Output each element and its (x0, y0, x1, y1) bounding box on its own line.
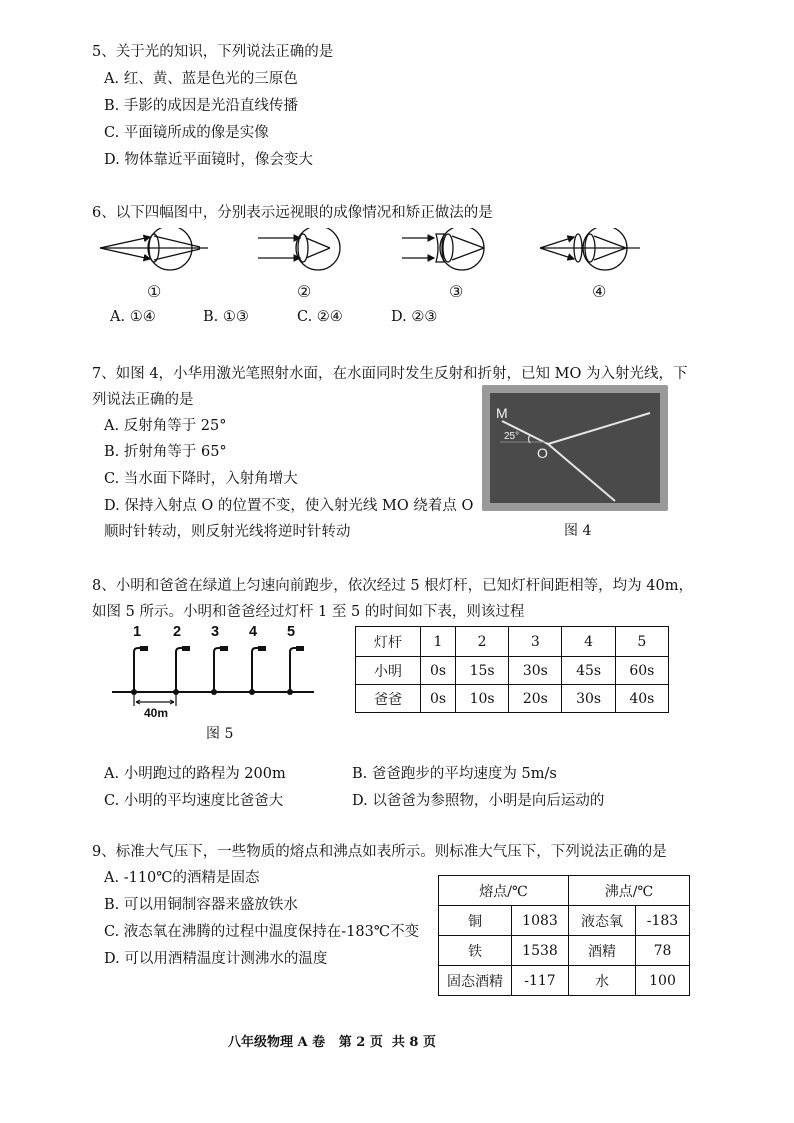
table-cell: 4 (562, 627, 615, 657)
table-cell: 40s (615, 685, 668, 713)
pole-number-1: 1 (133, 624, 142, 640)
q6-option-a: A. ①④ (110, 309, 156, 325)
table-cell: 酒精 (569, 936, 636, 966)
table-cell: 爸爸 (356, 685, 421, 713)
q7-option-a: A. 反射角等于 25° (104, 418, 227, 434)
table-cell: -183 (636, 906, 690, 936)
table-cell: 45s (562, 657, 615, 685)
q5-option-b: B. 手影的成因是光沿直线传播 (104, 98, 298, 114)
q7-option-d: D. 保持入射点 O 的位置不变，使入射光线 MO 绕着点 O (104, 498, 474, 514)
q7-option-d-continued: 顺时针转动，则反射光线将逆时针转动 (104, 524, 351, 540)
table-cell: 3 (509, 627, 562, 657)
table-row (439, 966, 690, 996)
figure-4-label-m: M (496, 405, 508, 421)
table-cell: 30s (562, 685, 615, 713)
table-cell: 5 (615, 627, 668, 657)
table-cell: 15s (456, 657, 509, 685)
table-cell: 固态酒精 (439, 966, 512, 996)
figure-5-caption: 图 5 (206, 726, 234, 742)
table-cell: 铜 (439, 906, 512, 936)
table-cell: 1083 (512, 906, 569, 936)
table-row (356, 685, 669, 713)
eye-diagram-2 (258, 228, 340, 270)
figure-4-angle-label: 25° (504, 431, 520, 442)
eye-diagram-4 (540, 228, 640, 270)
table-row (356, 657, 669, 685)
table-header-melting: 熔点/℃ (439, 876, 569, 906)
figure-4-caption: 图 4 (564, 523, 592, 539)
q6-fig-label-4: ④ (592, 282, 607, 301)
pole-number-4: 4 (249, 624, 258, 640)
q6-stem: 6、以下四幅图中，分别表示远视眼的成像情况和矫正做法的是 (92, 205, 493, 221)
q6-fig-label-2: ② (297, 282, 312, 301)
q5-option-a: A. 红、黄、蓝是色光的三原色 (104, 71, 298, 87)
figure-4-photo (482, 385, 668, 511)
table-cell: 2 (456, 627, 509, 657)
q9-option-a: A. -110℃的酒精是固态 (104, 870, 260, 886)
table-cell: 100 (636, 966, 690, 996)
table-cell: 小明 (356, 657, 421, 685)
q9-stem: 9、标准大气压下，一些物质的熔点和沸点如表所示。则标准大气压下，下列说法正确的是 (92, 844, 667, 860)
q7-stem-line2: 列说法正确的是 (92, 392, 194, 408)
q9-option-b: B. 可以用铜制容器来盛放铁水 (104, 897, 298, 913)
table-cell: 铁 (439, 936, 512, 966)
q6-option-b: B. ①③ (203, 309, 249, 325)
table-cell: 30s (509, 657, 562, 685)
table-cell: 60s (615, 657, 668, 685)
q8-option-a: A. 小明跑过的路程为 200m (104, 766, 286, 782)
eye-diagram-1 (100, 228, 208, 270)
q7-stem-line1: 7、如图 4，小华用激光笔照射水面，在水面同时发生反射和折射，已知 MO 为入射光线，下 (92, 366, 688, 382)
pole-number-3: 3 (211, 624, 220, 640)
table-row (439, 906, 690, 936)
table-cell: 1 (421, 627, 456, 657)
q8-option-c: C. 小明的平均速度比爸爸大 (104, 793, 284, 809)
q7-option-c: C. 当水面下降时，入射角增大 (104, 471, 298, 487)
q5-option-d: D. 物体靠近平面镜时，像会变大 (104, 152, 313, 168)
table-row (439, 936, 690, 966)
table-cell: 78 (636, 936, 690, 966)
table-cell: 20s (509, 685, 562, 713)
table-cell: 0s (421, 685, 456, 713)
q6-fig-label-1: ① (147, 282, 162, 301)
table-cell: 水 (569, 966, 636, 996)
table-cell: 10s (456, 685, 509, 713)
q5-option-c: C. 平面镜所成的像是实像 (104, 125, 269, 141)
q5-stem: 5、关于光的知识，下列说法正确的是 (92, 44, 334, 60)
table-row (356, 627, 669, 657)
q8-stem-line2: 如图 5 所示。小明和爸爸经过灯杆 1 至 5 的时间如下表，则该过程 (92, 604, 525, 620)
pole-number-2: 2 (173, 624, 182, 640)
q6-eye-diagrams (0, 228, 794, 308)
table-cell: 灯杆 (356, 627, 421, 657)
q6-fig-label-3: ③ (449, 282, 464, 301)
pole-number-5: 5 (287, 624, 296, 640)
table-cell: 0s (421, 657, 456, 685)
table-cell: -117 (512, 966, 569, 996)
q9-option-c: C. 液态氧在沸腾的过程中温度保持在-183℃不变 (104, 924, 420, 940)
q6-option-d: D. ②③ (391, 309, 438, 325)
table-cell: 液态氧 (569, 906, 636, 936)
table-cell: 1538 (512, 936, 569, 966)
q6-option-c: C. ②④ (297, 309, 343, 325)
eye-diagram-3 (402, 228, 484, 270)
table-row (439, 876, 690, 906)
q8-option-d: D. 以爸爸为参照物，小明是向后运动的 (352, 793, 605, 809)
page-footer: 八年级物理 A 卷 第 2 页 共 8 页 (228, 1035, 436, 1050)
q7-option-b: B. 折射角等于 65° (104, 444, 227, 460)
q9-melting-boiling-table (438, 875, 690, 996)
figure-4-label-o: O (537, 445, 548, 461)
table-header-boiling: 沸点/℃ (569, 876, 690, 906)
q8-time-table (355, 626, 669, 713)
q8-stem-line1: 8、小明和爸爸在绿道上匀速向前跑步，依次经过 5 根灯杆，已知灯杆间距相等，均为 40m， (92, 578, 693, 594)
distance-label: 40m (144, 706, 169, 720)
figure-5-lamp-poles (104, 630, 344, 720)
q9-option-d: D. 可以用酒精温度计测沸水的温度 (104, 951, 328, 967)
q8-option-b: B. 爸爸跑步的平均速度为 5m/s (352, 766, 557, 782)
